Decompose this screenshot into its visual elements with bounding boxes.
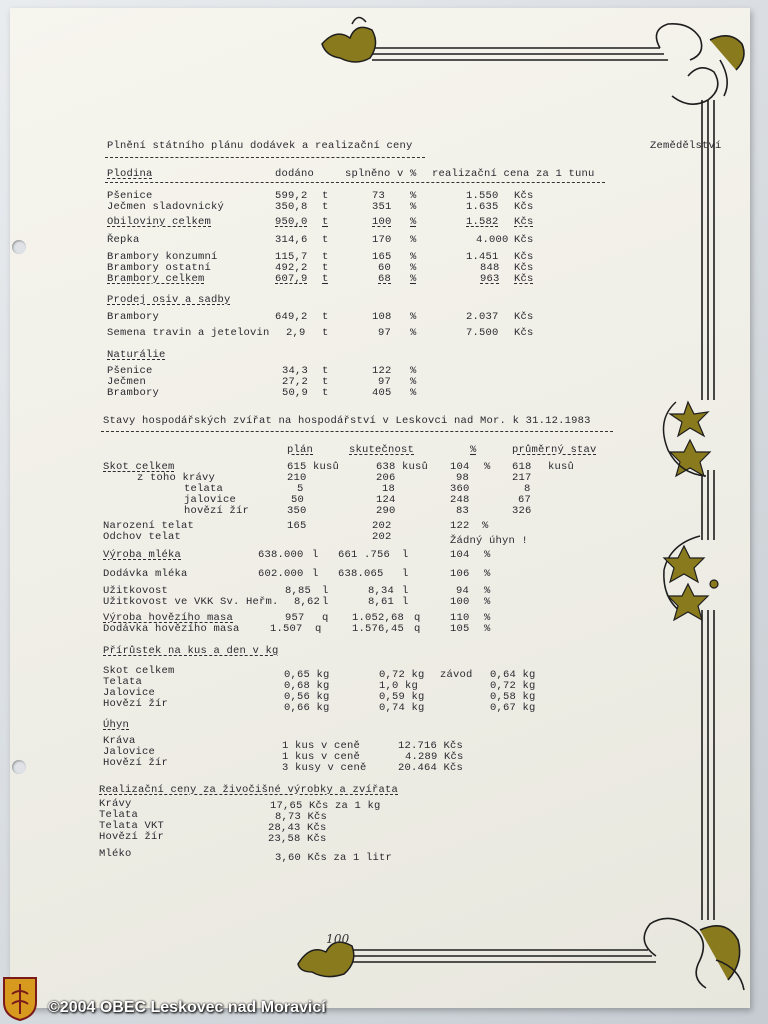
star-ornament-upper: [670, 402, 710, 476]
milk-pct: 106: [450, 568, 470, 580]
crop-unit: t: [322, 190, 329, 202]
gain-plant: 0,64 kg: [490, 669, 536, 681]
crop-pct-sign: %: [410, 251, 417, 263]
rearing-actual: 202: [372, 531, 392, 543]
natural-name: Brambory: [107, 387, 160, 399]
milk-unit: l: [312, 568, 319, 580]
loss-title: Úhyn: [103, 719, 130, 731]
gain-plan: 0,66 kg: [284, 702, 330, 714]
crop-qty: 607,9: [275, 273, 308, 285]
crop-qty: 350,8: [275, 201, 308, 213]
natural-pct: 97: [378, 376, 392, 388]
beef-name: Dodávka hovězího masa: [103, 623, 240, 635]
livestock-plan: 350: [287, 505, 307, 517]
livestock-plan: 50: [291, 494, 305, 506]
gain-name: Telata: [103, 676, 143, 688]
price-name: Hovězí žír: [99, 831, 165, 843]
crop-name: Ječmen sladovnický: [107, 201, 225, 213]
livestock-actual: 290: [376, 505, 396, 517]
natural-qty: 50,9: [282, 387, 309, 399]
livestock-title-underline: [101, 431, 613, 432]
crop-pct: 100: [372, 216, 392, 228]
gain-plant: 0,72 kg: [490, 680, 536, 692]
loss-value: 20.464 Kčs: [398, 762, 464, 774]
seed-currency: Kčs: [514, 327, 534, 339]
column-header-fulfilled: splněno v %: [345, 168, 417, 180]
prices-title: Realizační ceny za živočišné výrobky a zvířata: [99, 784, 399, 796]
crop-currency: Kčs: [514, 251, 534, 263]
crop-qty: 314,6: [275, 234, 308, 246]
livestock-plan: 615 kusů: [287, 461, 340, 473]
beef-unit: q: [414, 623, 421, 635]
natural-pct-sign: %: [410, 387, 417, 399]
livestock-pct: 104: [450, 461, 470, 473]
gain-actual: 1,0 kg: [379, 680, 419, 692]
births-plan: 165: [287, 520, 307, 532]
price-value: 23,58 Kčs: [268, 833, 327, 845]
crop-pct-sign: %: [410, 216, 417, 228]
gain-actual: 0,74 kg: [379, 702, 425, 714]
beef-unit: q: [322, 612, 329, 624]
price-value: 17,65 Kčs za 1 kg: [270, 800, 381, 812]
yield-pct: 100: [450, 596, 470, 608]
seed-name: Brambory: [107, 311, 160, 323]
natural-unit: t: [322, 376, 329, 388]
livestock-title: Stavy hospodářských zvířat na hospodářství v Leskovci nad Mor. k 31.12.1983: [103, 415, 591, 427]
livestock-plan: 210: [287, 472, 307, 484]
livestock-average: 217: [512, 472, 532, 484]
crop-name: Brambory ostatní: [107, 262, 212, 274]
loss-name: Kráva: [103, 735, 136, 747]
leaf-ornament-bottom-left: [298, 942, 354, 976]
column-header-crop: Plodina: [107, 168, 153, 180]
crop-name: Pšenice: [107, 190, 153, 202]
seed-unit: t: [322, 311, 329, 323]
crop-pct: 68: [378, 273, 392, 285]
gain-plan: 0,56 kg: [284, 691, 330, 703]
milk-pct: 104: [450, 549, 470, 561]
column-header-pct: %: [470, 444, 477, 456]
crop-pct: 165: [372, 251, 392, 263]
crop-unit: t: [322, 251, 329, 263]
livestock-average-unit: kusů: [548, 461, 575, 473]
milk-plan: 602.000: [258, 568, 304, 580]
livestock-pct: 248: [450, 494, 470, 506]
yield-pct-sign: %: [484, 585, 491, 597]
livestock-pct-sign: %: [484, 461, 491, 473]
milk-actual: 661 .756: [338, 549, 391, 561]
gain-name: Hovězí žír: [103, 698, 169, 710]
beef-pct-sign: %: [484, 612, 491, 624]
swirl-ornament-top-right: [656, 24, 744, 104]
crop-price: 1.582: [466, 216, 499, 228]
page-number: 100: [326, 932, 350, 946]
livestock-actual: 124: [376, 494, 396, 506]
crop-qty: 599,2: [275, 190, 308, 202]
beef-unit: q: [315, 623, 322, 635]
seed-qty: 2,9: [286, 327, 306, 339]
column-header-actual: skutečnost: [349, 444, 415, 456]
loss-value: 4.289 Kčs: [405, 751, 464, 763]
rearing-note: Žádný úhyn !: [450, 535, 529, 547]
crop-price: 848: [480, 262, 500, 274]
loss-count: 1 kus v ceně: [282, 751, 361, 763]
crop-qty: 950,0: [275, 216, 308, 228]
crop-unit: t: [322, 262, 329, 274]
crop-currency: Kčs: [514, 190, 534, 202]
yield-actual: 8,34: [368, 585, 395, 597]
seed-unit: t: [322, 327, 329, 339]
milk-pct-sign: %: [484, 568, 491, 580]
beef-pct: 110: [450, 612, 470, 624]
yield-pct: 94: [456, 585, 470, 597]
natural-name: Pšenice: [107, 365, 153, 377]
milk-pct-sign: %: [484, 549, 491, 561]
seed-pct-sign: %: [410, 327, 417, 339]
livestock-average: 326: [512, 505, 532, 517]
leaf-ornament-top-left: [322, 17, 376, 62]
crop-pct: 73: [372, 190, 386, 202]
rearing-name: Odchov telat: [103, 531, 182, 543]
price-name: Telata: [99, 809, 139, 821]
star-ornament-lower: [664, 546, 718, 620]
price-name: Mléko: [99, 848, 132, 860]
crop-name: Brambory konzumní: [107, 251, 218, 263]
crop-currency: Kčs: [514, 234, 534, 246]
gain-plan: 0,68 kg: [284, 680, 330, 692]
crop-price: 963: [480, 273, 500, 285]
natural-pct-sign: %: [410, 376, 417, 388]
column-header-delivered: dodáno: [275, 168, 315, 180]
seed-price: 7.500: [466, 327, 499, 339]
seed-name: Semena travin a jetelovin: [107, 327, 270, 339]
gain-plant: 0,67 kg: [490, 702, 536, 714]
crop-price: 1.550: [466, 190, 499, 202]
column-header-plan: plán: [287, 444, 314, 456]
gain-plan: 0,65 kg: [284, 669, 330, 681]
crop-unit: t: [322, 273, 329, 285]
crop-pct-sign: %: [410, 273, 417, 285]
crop-pct: 60: [378, 262, 392, 274]
crop-pct-sign: %: [410, 201, 417, 213]
livestock-average: 8: [524, 483, 531, 495]
births-actual: 202: [372, 520, 392, 532]
beef-actual: 1.052,68: [352, 612, 405, 624]
births-pct: 122: [450, 520, 470, 532]
crop-name: Řepka: [107, 234, 140, 246]
natural-qty: 27,2: [282, 376, 309, 388]
milk-name: Dodávka mléka: [103, 568, 188, 580]
gain-actual: 0,72 kg: [379, 669, 425, 681]
crop-name: Brambory celkem: [107, 273, 205, 285]
document-title: Plnění státního plánu dodávek a realizační ceny: [107, 140, 413, 152]
copyright-watermark: ©2004 OBEC Leskovec nad Moravicí: [48, 999, 326, 1016]
yield-plan: 8,85: [285, 585, 312, 597]
natural-pct-sign: %: [410, 365, 417, 377]
livestock-actual: 18: [382, 483, 396, 495]
livestock-subrow-name: hovězí žír: [184, 505, 250, 517]
column-header-price: realizační cena za 1 tunu: [432, 168, 595, 180]
yield-unit: l: [402, 596, 409, 608]
loss-count: 1 kus v ceně: [282, 740, 361, 752]
seed-pct-sign: %: [410, 311, 417, 323]
seed-currency: Kčs: [514, 311, 534, 323]
gain-title: Přírůstek na kus a den v kg: [103, 645, 279, 657]
natural-unit: t: [322, 365, 329, 377]
crop-pct-sign: %: [410, 190, 417, 202]
column-header-average: průměrný stav: [512, 444, 597, 456]
crop-currency: Kčs: [514, 262, 534, 274]
price-name: Telata VKT: [99, 820, 165, 832]
loss-name: Jalovice: [103, 746, 156, 758]
crop-unit: t: [322, 201, 329, 213]
milk-name: Výroba mléka: [103, 549, 182, 561]
yield-unit: l: [402, 585, 409, 597]
seed-pct: 97: [378, 327, 392, 339]
crop-name: Obiloviny celkem: [107, 216, 212, 228]
milk-unit: l: [402, 549, 409, 561]
crop-unit: t: [322, 216, 329, 228]
yield-pct-sign: %: [484, 596, 491, 608]
crop-pct: 170: [372, 234, 392, 246]
births-name: Narození telat: [103, 520, 195, 532]
births-pct-sign: %: [482, 520, 489, 532]
livestock-subrow-name: z toho krávy: [137, 472, 216, 484]
seeds-title: Prodej osiv a sadby: [107, 294, 231, 306]
natural-pct: 122: [372, 365, 392, 377]
gain-actual: 0,59 kg: [379, 691, 425, 703]
livestock-name: Skot celkem: [103, 461, 175, 473]
price-value: 3,60 Kčs za 1 litr: [275, 852, 393, 864]
yield-unit: l: [322, 585, 329, 597]
crop-price: 1.451: [466, 251, 499, 263]
natural-unit: t: [322, 387, 329, 399]
yield-actual: 8,61: [368, 596, 395, 608]
natural-pct: 405: [372, 387, 392, 399]
beef-name: Výroba hovězího masa: [103, 612, 234, 624]
beef-actual: 1.576,45: [352, 623, 405, 635]
crop-pct: 351: [372, 201, 392, 213]
beef-pct-sign: %: [484, 623, 491, 635]
seed-qty: 649,2: [275, 311, 308, 323]
beef-plan: 1.507: [270, 623, 303, 635]
gain-plant: 0,58 kg: [490, 691, 536, 703]
crop-currency: Kčs: [514, 273, 534, 285]
section-label: Zemědělství: [650, 140, 722, 152]
price-name: Krávy: [99, 798, 132, 810]
yield-unit: l: [322, 596, 329, 608]
milk-unit: l: [402, 568, 409, 580]
livestock-pct: 98: [456, 472, 470, 484]
livestock-plan: 5: [297, 483, 304, 495]
loss-name: Hovězí žír: [103, 757, 169, 769]
crop-currency: Kčs: [514, 216, 534, 228]
crop-currency: Kčs: [514, 201, 534, 213]
crop-price: 1.635: [466, 201, 499, 213]
beef-unit: q: [414, 612, 421, 624]
livestock-actual: 206: [376, 472, 396, 484]
loss-count: 3 kusy v ceně: [282, 762, 367, 774]
title-underline: [105, 157, 425, 158]
milk-unit: l: [312, 549, 319, 561]
price-value: 8,73 Kčs: [275, 811, 328, 823]
livestock-average: 618: [512, 461, 532, 473]
yield-plan: 8,62: [294, 596, 321, 608]
livestock-average: 67: [518, 494, 532, 506]
header-underline: [105, 182, 605, 183]
yield-name: Užitkovost: [103, 585, 169, 597]
beef-plan: 957: [285, 612, 305, 624]
milk-actual: 638.065: [338, 568, 384, 580]
natural-title: Naturálie: [107, 349, 166, 361]
loss-value: 12.716 Kčs: [398, 740, 464, 752]
gain-plant-label: závod: [440, 669, 473, 681]
milk-plan: 638.000: [258, 549, 304, 561]
swirl-ornament-bottom-right: [644, 918, 744, 990]
crop-price: 4.000: [476, 234, 509, 246]
livestock-pct: 83: [456, 505, 470, 517]
seed-pct: 108: [372, 311, 392, 323]
crop-unit: t: [322, 234, 329, 246]
natural-name: Ječmen: [107, 376, 147, 388]
price-value: 28,43 Kčs: [268, 822, 327, 834]
livestock-pct: 360: [450, 483, 470, 495]
crop-pct-sign: %: [410, 234, 417, 246]
yield-name: Užitkovost ve VKK Sv. Heřm.: [103, 596, 279, 608]
seed-price: 2.037: [466, 311, 499, 323]
crop-pct-sign: %: [410, 262, 417, 274]
livestock-subrow-name: telata: [184, 483, 224, 495]
livestock-subrow-name: jalovice: [184, 494, 237, 506]
crop-qty: 115,7: [275, 251, 308, 263]
village-coat-of-arms-icon: [2, 976, 38, 1022]
crop-qty: 492,2: [275, 262, 308, 274]
natural-qty: 34,3: [282, 365, 309, 377]
gain-name: Skot celkem: [103, 665, 175, 677]
gain-name: Jalovice: [103, 687, 156, 699]
beef-pct: 105: [450, 623, 470, 635]
livestock-actual: 638 kusů: [376, 461, 429, 473]
